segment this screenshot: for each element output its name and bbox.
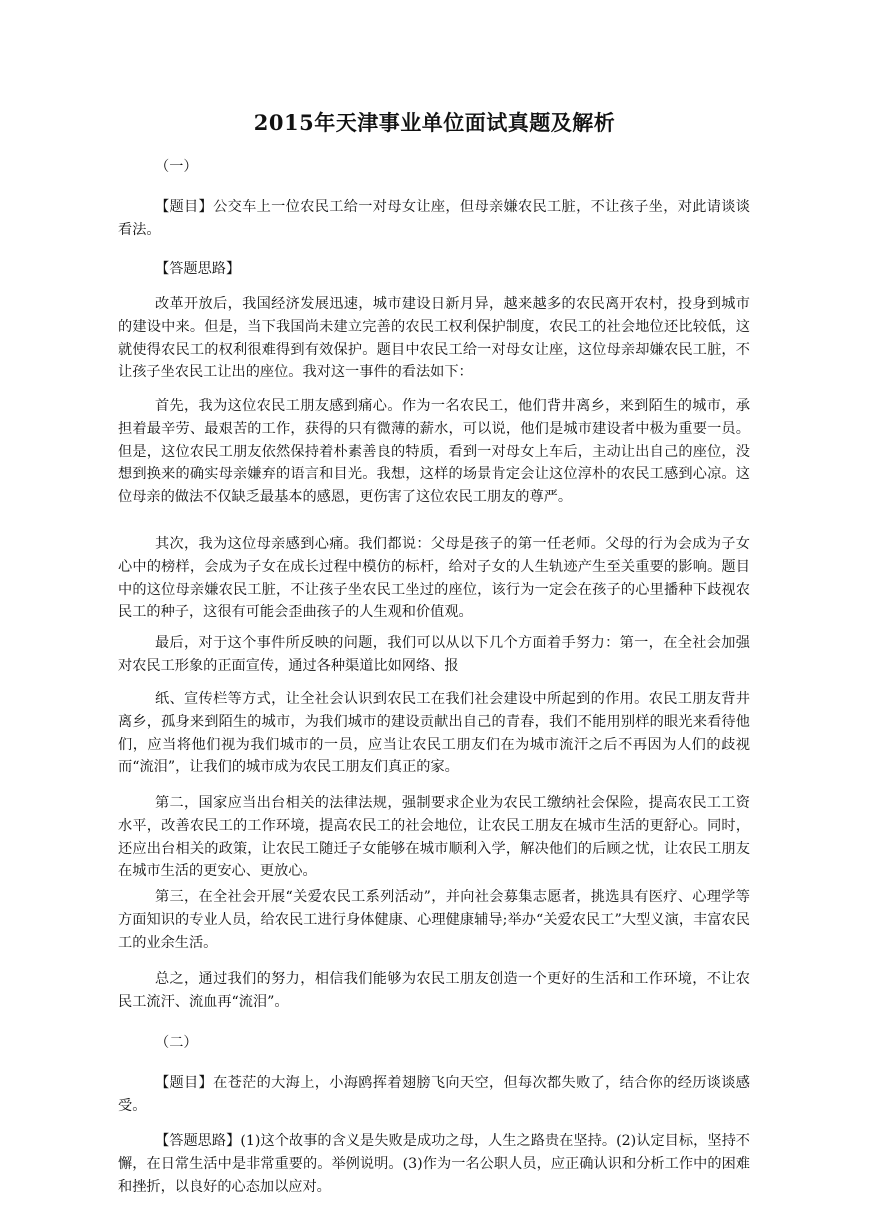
body-paragraph-first: 首先，我为这位农民工朋友感到痛心。作为一名农民工，他们背井离乡，来到陌生的城市，承担着最辛劳、最艰苦的工作，获得的只有微薄的薪水，可以说，他们是城市建设者中极为重要一员。但是，这位农民工朋友依然保持着朴素善良的特质，看到一对母女上车后，主动让出自己的座位，没想到换来的确实母亲嫌弃的语言和目光。我想，这样的场景肯定会让这位淳朴的农民工感到心凉。这位母亲的做法不仅缺乏最基本的感恩，更伤害了这位农民工朋友的尊严。 [118, 398, 750, 506]
page-title: 2015年天津事业单位面试真题及解析 [253, 110, 616, 135]
body-paragraph-last: 最后，对于这个事件所反映的问题，我们可以从以下几个方面着手努力：第一，在全社会加强对农民工形象的正面宣传，通过各种渠道比如网络、报 [118, 635, 750, 674]
section-label-1: （一） [155, 159, 198, 175]
approach-paragraph-2: 【答题思路】(1)这个故事的含义是失败是成功之母，人生之路贵在坚持。(2)认定目标，坚持不懈，在日常生活中是非常重要的。举例说明。(3)作为一名公职人员，应正确认识和分析工作中的困难和挫折，以良好的心态加以应对。 [118, 1133, 750, 1195]
body-paragraph-second: 其次，我为这位母亲感到心痛。我们都说：父母是孩子的第一任老师。父母的行为会成为子女心中的榜样，会成为子女在成长过程中模仿的标杆，给对子女的人生轨迹产生至关重要的影响。题目中的这位母亲嫌农民工脏，不让孩子坐农民工坐过的座位，该行为一定会在孩子的心里播种下歧视农民工的种子，这很有可能会歪曲孩子的人生观和价值观。 [118, 536, 750, 621]
body-paragraph-last-continued: 纸、宣传栏等方式，让全社会认识到农民工在我们社会建设中所起到的作用。农民工朋友背井离乡，孤身来到陌生的城市，为我们城市的建设贡献出自己的青春，我们不能用别样的眼光来看待他们，应当将他们视为我们城市的一员，应当让农民工朋友们在为城市流汗之后不再因为人们的歧视而“流泪”，让我们的城市成为农民工朋友们真正的家。 [118, 691, 750, 776]
approach-heading-1: 【答题思路】 [155, 261, 241, 277]
body-paragraph-point-three: 第三，在全社会开展“关爱农民工系列活动”，并向社会募集志愿者，挑选具有医疗、心理学等方面知识的专业人员，给农民工进行身体健康、心理健康辅导;举办“关爱农民工”大型义演，丰富农民工的业余生活。 [118, 889, 750, 951]
section-label-2: （二） [155, 1035, 198, 1051]
body-paragraph-conclusion: 总之，通过我们的努力，相信我们能够为农民工朋友创造一个更好的生活和工作环境，不让农民工流汗、流血再“流泪”。 [118, 971, 750, 1010]
body-paragraph-point-two: 第二，国家应当出台相关的法律法规，强制要求企业为农民工缴纳社会保险，提高农民工工资水平，改善农民工的工作环境，提高农民工的社会地位，让农民工朋友在城市生活的更舒心。同时，还应出台相关的政策，让农民工随迁子女能够在城市顺利入学，解决他们的后顾之忧，让农民工朋友在城市生活的更安心、更放心。 [118, 795, 750, 880]
body-paragraph-intro: 改革开放后，我国经济发展迅速，城市建设日新月异，越来越多的农民离开农村，投身到城市的建设中来。但是，当下我国尚未建立完善的农民工权利保护制度，农民工的社会地位还比较低，这就使得农民工的权利很难得到有效保护。题目中农民工给一对母女让座，这位母亲却嫌农民工脏，不让孩子坐农民工让出的座位。我对这一事件的看法如下： [118, 296, 750, 381]
question-paragraph-1: 【题目】公交车上一位农民工给一对母女让座，但母亲嫌农民工脏，不让孩子坐，对此请谈谈看法。 [118, 199, 750, 238]
question-paragraph-2: 【题目】在苍茫的大海上，小海鸥挥着翅膀飞向天空，但每次都失败了，结合你的经历谈谈感受。 [118, 1075, 750, 1114]
